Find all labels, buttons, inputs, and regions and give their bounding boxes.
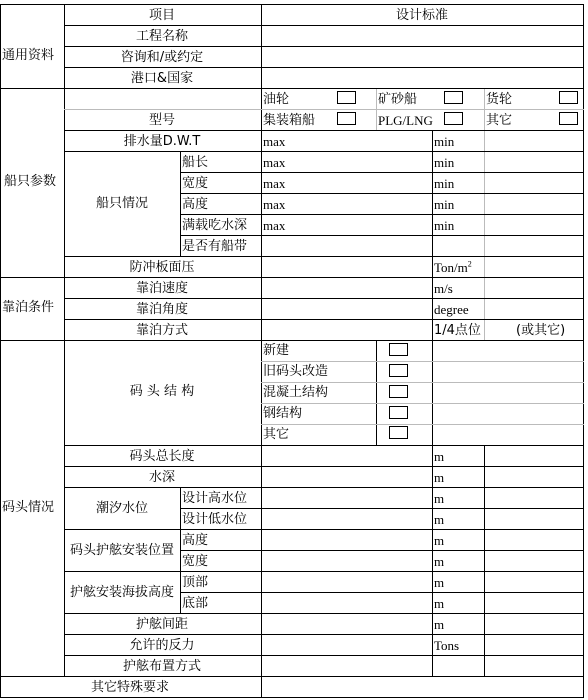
row-466 (64, 466, 584, 467)
section-ship: 船只参数 (4, 174, 57, 189)
structure-new-checkbox[interactable] (389, 343, 408, 356)
top-unit: m (434, 575, 445, 590)
structure-concrete-checkbox[interactable] (389, 385, 408, 398)
width-max: max (263, 176, 286, 191)
row-151 (64, 151, 584, 152)
height-max: max (263, 197, 286, 212)
low-water-unit: m (434, 512, 445, 527)
row-592 (180, 592, 584, 593)
label-tide: 潮汐水位 (95, 501, 149, 516)
row-403-light (261, 403, 584, 404)
draft-max: max (263, 218, 286, 233)
label-fender-elevation: 护舷安装海拔高度 (69, 585, 175, 600)
col-line-432a (432, 130, 433, 348)
col-line-376 (376, 340, 377, 445)
section-general: 通用资料 (2, 48, 55, 63)
type-plg-checkbox[interactable] (444, 112, 463, 125)
label-fender-position: 码头护舷安装位置 (69, 543, 175, 558)
row-487 (64, 487, 584, 488)
structure-other-label: 其它 (263, 427, 290, 442)
label-layout: 护舷布置方式 (122, 659, 202, 674)
spacing-unit: m (434, 617, 445, 632)
depth-unit: m (434, 470, 445, 485)
label-ship-type: 型号 (148, 113, 176, 128)
type-oil-label: 油轮 (263, 92, 290, 107)
label-depth: 水深 (148, 470, 176, 485)
header-standard: 设计标准 (395, 8, 449, 23)
row-25 (64, 25, 584, 26)
label-width: 宽度 (182, 176, 209, 191)
reaction-unit: Tons (434, 638, 460, 653)
type-plg-label: PLG/LNG (378, 113, 433, 128)
structure-other-checkbox[interactable] (389, 426, 408, 439)
row-277 (0, 277, 584, 278)
label-top: 顶部 (182, 575, 209, 590)
total-length-unit: m (434, 449, 445, 464)
type-container-label: 集装箱船 (263, 113, 316, 128)
label-total-length: 码头总长度 (129, 449, 195, 464)
row-214 (180, 214, 584, 215)
label-high-water: 设计高水位 (182, 491, 248, 506)
row-634 (64, 634, 584, 635)
type-ore-label: 矿砂船 (378, 92, 418, 107)
width-min: min (434, 176, 455, 191)
row-529 (64, 529, 584, 530)
label-pressure: 防冲板面压 (129, 260, 195, 275)
bottom-unit: m (434, 596, 445, 611)
type-cargo-label: 货轮 (486, 92, 513, 107)
row-361-light (261, 361, 584, 362)
structure-new-label: 新建 (263, 343, 290, 358)
label-project-name: 工程名称 (135, 29, 189, 44)
row-613 (64, 613, 584, 614)
structure-old-label: 旧码头改造 (263, 364, 329, 379)
row-445 (64, 445, 584, 446)
row-130 (64, 130, 584, 131)
row-382-light (261, 382, 584, 383)
pressure-unit: Ton/$m^2$ (434, 259, 472, 275)
header-item: 项目 (148, 8, 176, 23)
label-length: 船长 (182, 155, 209, 170)
length-min: min (434, 155, 455, 170)
row-88 (0, 88, 584, 89)
row-571 (64, 571, 584, 572)
section-berthing: 靠泊条件 (2, 300, 55, 315)
label-spacing: 护舷间距 (135, 617, 189, 632)
label-low-water: 设计低水位 (182, 512, 248, 527)
label-pos-height: 高度 (182, 533, 209, 548)
height-min: min (434, 197, 455, 212)
row-46 (64, 46, 584, 47)
dwt-max: max (263, 134, 286, 149)
row-424-light (261, 424, 584, 425)
row-676 (0, 676, 584, 677)
col-line-180a (180, 151, 181, 256)
row-256 (64, 256, 584, 257)
border-left (0, 4, 1, 698)
type-cargo-checkbox[interactable] (559, 91, 578, 104)
label-berth-speed: 靠泊速度 (135, 281, 189, 296)
label-bottom: 底部 (182, 596, 209, 611)
berth-method-value: 1/4点位 (434, 323, 481, 338)
structure-old-checkbox[interactable] (389, 364, 408, 377)
row-top (0, 4, 584, 5)
label-ship-info: 船只情况 (95, 196, 149, 211)
high-water-unit: m (434, 491, 445, 506)
length-max: max (263, 155, 286, 170)
row-172 (180, 172, 584, 173)
row-508 (180, 508, 584, 509)
berth-angle-unit: degree (434, 302, 469, 317)
type-ore-checkbox[interactable] (444, 91, 463, 104)
label-berth-angle: 靠泊角度 (135, 302, 189, 317)
label-special-requirements: 其它特殊要求 (90, 680, 170, 695)
type-other-checkbox[interactable] (559, 112, 578, 125)
row-655 (64, 655, 584, 656)
structure-concrete-label: 混凝土结构 (263, 385, 329, 400)
pos-width-unit: m (434, 554, 445, 569)
section-wharf: 码头情况 (2, 500, 55, 515)
col-line-484 (484, 445, 485, 676)
row-193 (180, 193, 584, 194)
label-consultant: 咨询和/或约定 (120, 50, 204, 65)
type-oil-checkbox[interactable] (337, 91, 356, 104)
structure-steel-label: 钢结构 (263, 406, 303, 421)
type-container-checkbox[interactable] (337, 112, 356, 125)
label-belt: 是否有船带 (182, 239, 248, 254)
type-other-label: 其它 (486, 113, 513, 128)
label-draft: 满载吃水深 (182, 218, 248, 233)
berth-speed-unit: m/s (434, 281, 453, 296)
row-235 (180, 235, 584, 236)
label-wharf-structure: 码 头 结 构 (129, 384, 195, 399)
row-550 (180, 550, 584, 551)
row-319 (64, 319, 584, 320)
dwt-min: min (434, 134, 455, 149)
label-port-country: 港口&国家 (130, 71, 194, 86)
label-pos-width: 宽度 (182, 554, 209, 569)
draft-min: min (434, 218, 455, 233)
pos-height-unit: m (434, 533, 445, 548)
label-berth-method: 靠泊方式 (135, 323, 189, 338)
structure-steel-checkbox[interactable] (389, 406, 408, 419)
row-298 (64, 298, 584, 299)
berth-method-note: (或其它) (516, 323, 566, 338)
row-109-light (64, 109, 584, 110)
row-bottom (0, 697, 584, 698)
row-67 (64, 67, 584, 68)
row-340 (0, 340, 584, 341)
label-height: 高度 (182, 197, 209, 212)
label-reaction: 允许的反力 (129, 638, 195, 653)
label-dwt: 排水量D.W.T (123, 134, 201, 149)
